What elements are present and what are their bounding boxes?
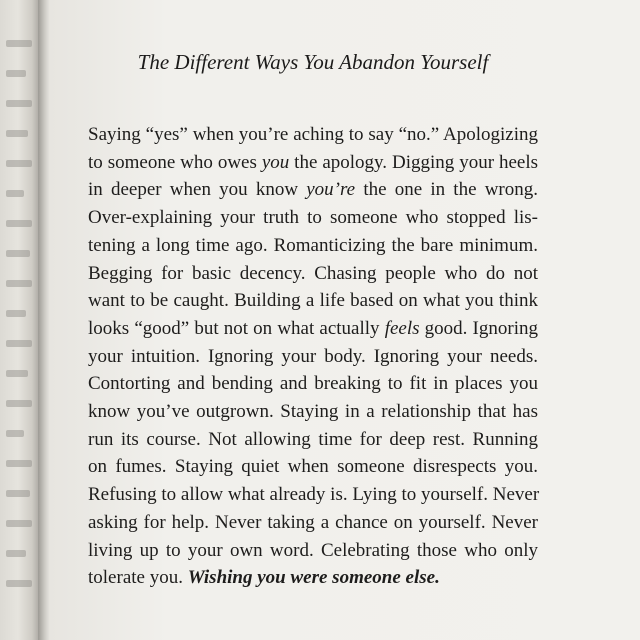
text-run: in deeper when you know [88, 179, 307, 201]
text-line [88, 343, 538, 371]
text-line [88, 287, 538, 315]
text-run: living up to your own word. Celebrating those who only [88, 539, 538, 561]
text-line [88, 232, 538, 260]
emphasized-word: you [261, 151, 290, 173]
text-line [88, 121, 538, 149]
text-run: your intuition. Ignoring your body. Ignoring your needs. [88, 345, 538, 367]
text-run: Saying “yes” when you’re aching to say “no.” Apologizing [88, 124, 538, 145]
text-run: tolerate you. [88, 567, 188, 589]
emphasized-word: you’re [306, 179, 356, 201]
text-line [88, 176, 538, 204]
text-run: looks “good” but not on what actually [88, 317, 385, 339]
text-line [88, 370, 538, 398]
text-run: Contorting and bending and breaking to fit in places you [88, 373, 538, 395]
text-line [88, 426, 538, 454]
body-paragraph [88, 121, 538, 592]
text-run: to someone who owes [88, 151, 262, 173]
text-line [88, 453, 538, 481]
text-line [88, 260, 538, 288]
text-run: the one in the wrong. [355, 179, 539, 201]
text-run: good. Ignoring [419, 317, 538, 339]
text-line [88, 564, 538, 592]
text-run: Over-explaining your truth to someone who stopped lis- [88, 207, 538, 229]
text-run: Begging for basic decency. Chasing people who do not [88, 262, 538, 284]
text-line [88, 204, 538, 232]
text-run: asking for help. Never taking a chance on yourself. Never [88, 511, 538, 533]
text-run: tening a long time ago. Romanticizing the bare minimum. [88, 234, 538, 256]
emphasized-word: feels [384, 317, 420, 339]
text-run: run its course. Not allowing time for deep rest. Running [88, 428, 538, 450]
closing-phrase: Wishing you were someone else. [187, 567, 440, 589]
text-line [88, 509, 538, 537]
text-line [88, 149, 538, 177]
text-run: know you’ve outgrown. Staying in a relationship that has [88, 401, 538, 423]
text-line [88, 481, 538, 509]
text-line [88, 398, 538, 426]
chapter-title: The Different Ways You Abandon Yourself [137, 50, 489, 74]
text-run: the apology. Digging your heels [289, 151, 538, 173]
text-run: want to be caught. Building a life based on what you think [88, 290, 538, 312]
text-line [88, 537, 538, 565]
left-page-edge [0, 0, 40, 640]
text-line [88, 315, 538, 343]
text-run: Refusing to allow what already is. Lying to yourself. Never [88, 484, 540, 506]
book-gutter [38, 0, 50, 640]
text-run: on fumes. Staying quiet when someone disrespects you. [88, 456, 538, 478]
